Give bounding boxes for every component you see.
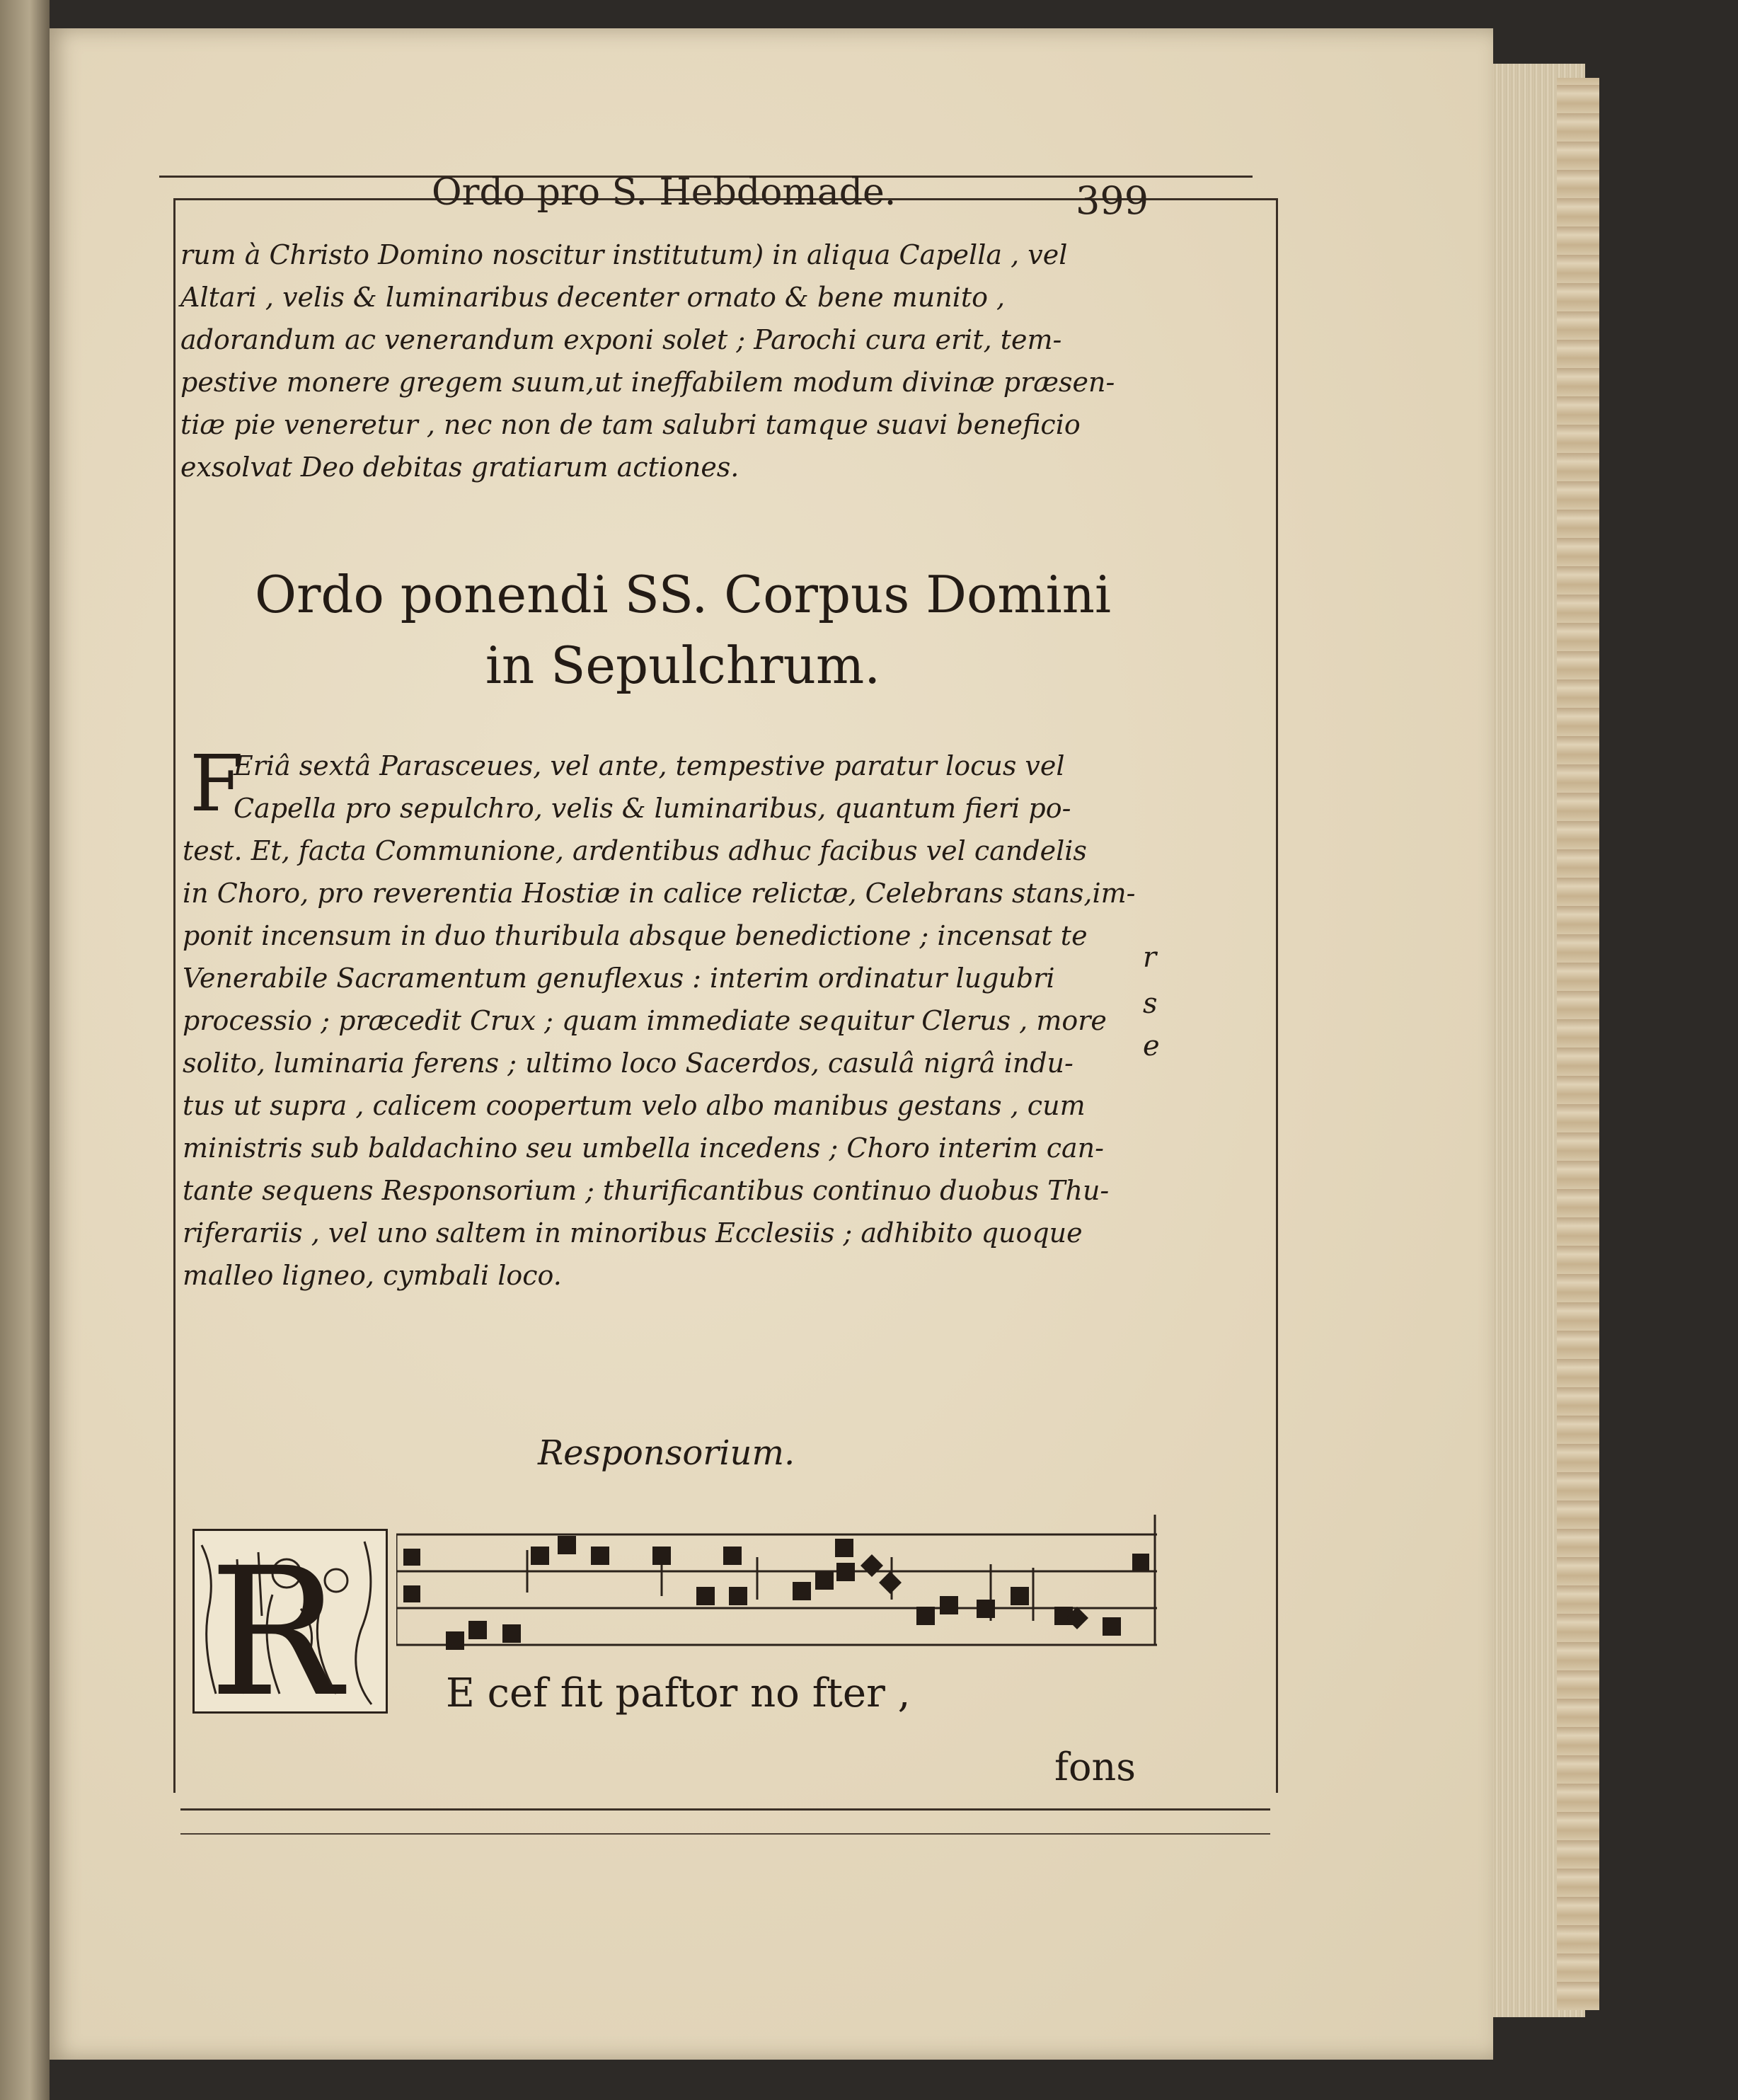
chant-lyrics: E cef fit paftor no fter , bbox=[446, 1670, 911, 1716]
text-line: Capella pro sepulchro, velis & luminaribus, quantum fieri po- bbox=[234, 793, 1071, 824]
neume-staff bbox=[396, 1515, 1157, 1663]
text-line: Eriâ sextâ Parasceues, vel ante, tempestive paratur locus vel bbox=[234, 750, 1065, 781]
text-line: rum à Christo Domino noscitur institutum) in aliqua Capella , vel bbox=[180, 239, 1068, 270]
text-line: malleo ligneo, cymbali loco. bbox=[183, 1260, 562, 1291]
text-line: tante sequens Responsorium ; thurificantibus continuo duobus Thu- bbox=[183, 1175, 1110, 1206]
text-line: in Choro, pro reverentia Hostiæ in calice relictæ, Celebrans stans,im- bbox=[183, 878, 1136, 909]
paragraph-2 bbox=[183, 830, 1173, 1297]
marginal-letter: s bbox=[1143, 987, 1158, 1020]
text-line: test. Et, facta Communione, ardentibus adhuc facibus vel candelis bbox=[183, 835, 1087, 866]
paragraph-2-indented bbox=[234, 745, 1175, 830]
responsorium-title: Responsorium. bbox=[538, 1433, 795, 1473]
section-heading-line-2: in Sepulchrum. bbox=[485, 636, 881, 695]
facing-page-edge bbox=[0, 0, 50, 2100]
woodcut-initial-art bbox=[195, 1531, 386, 1711]
text-line: solito, luminaria ferens ; ultimo loco Sacerdos, casulâ nigrâ indu- bbox=[183, 1048, 1074, 1079]
text-line: adorandum ac venerandum exponi solet ; Parochi cura erit, tem- bbox=[180, 324, 1062, 355]
footer-rule-2 bbox=[180, 1833, 1270, 1835]
text-line: tiæ pie veneretur , nec non de tam salubri tamque suavi beneficio bbox=[180, 409, 1081, 440]
text-line: tus ut supra , calicem coopertum velo albo manibus gestans , cum bbox=[183, 1090, 1086, 1121]
text-line: riferariis , vel uno saltem in minoribus Ecclesiis ; adhibito quoque bbox=[183, 1217, 1083, 1249]
woodcut-initial bbox=[192, 1529, 388, 1714]
catchword: fons bbox=[1054, 1745, 1136, 1789]
text-line: ministris sub baldachino seu umbella incedens ; Choro interim can- bbox=[183, 1132, 1104, 1164]
text-line: ponit incensum in duo thuribula absque benedictione ; incensat te bbox=[183, 920, 1088, 951]
text-line: processio ; præcedit Crux ; quam immediate sequitur Clerus , more bbox=[183, 1005, 1107, 1036]
text-line: Venerabile Sacramentum genuflexus : interim ordinatur lugubri bbox=[183, 963, 1055, 994]
paragraph-1 bbox=[180, 234, 1171, 488]
drop-cap: F bbox=[190, 738, 244, 829]
text-line: pestive monere gregem suum,ut ineffabilem modum divinæ præsen- bbox=[180, 367, 1115, 398]
section-heading-line-1: Ordo ponendi SS. Corpus Domini bbox=[254, 565, 1112, 624]
text-line: Altari , velis & luminaribus decenter ornato & bene munito , bbox=[180, 282, 1006, 313]
marginal-letter: e bbox=[1143, 1030, 1160, 1062]
running-head: Ordo pro S. Hebdomade. bbox=[432, 171, 897, 214]
footer-rule bbox=[180, 1808, 1270, 1811]
chant-staff bbox=[396, 1515, 1157, 1663]
page-fore-edge bbox=[1557, 78, 1599, 2010]
woodcut-initial-letter: R bbox=[209, 1531, 343, 1711]
marginal-letter: r bbox=[1143, 941, 1157, 974]
text-line: exsolvat Deo debitas gratiarum actiones. bbox=[180, 452, 739, 483]
page-number: 399 bbox=[1076, 178, 1149, 223]
